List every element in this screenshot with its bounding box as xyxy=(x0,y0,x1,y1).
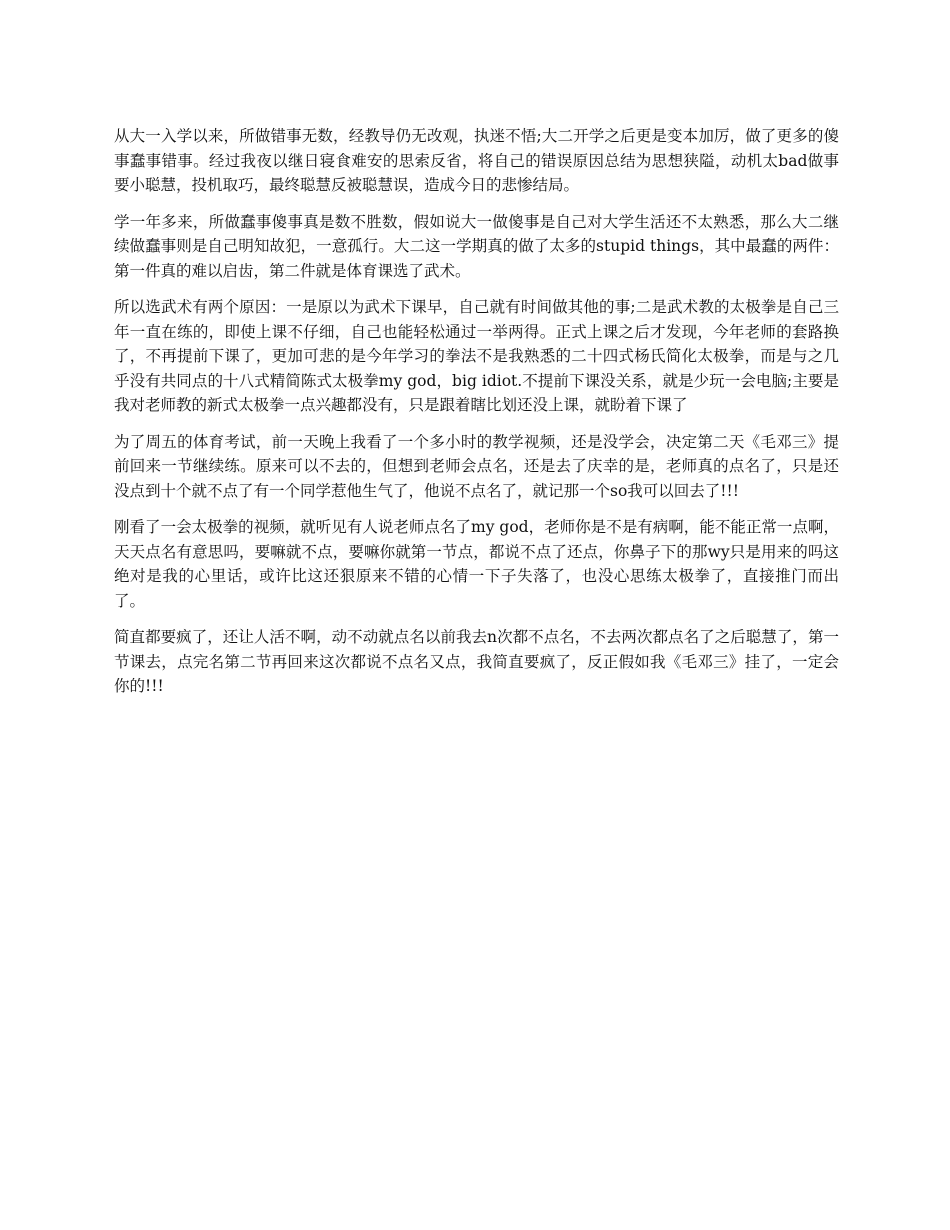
paragraph-6: 简直都要疯了，还让人活不啊，动不动就点名以前我去n次都不点名，不去两次都点名了之后聪慧了，第一节课去，点完名第二节再回来这次都说不点名又点，我简直要疯了，反正假如我《毛邓三》挂了，一定会你的!!! xyxy=(114,628,839,695)
paragraph-2: 学一年多来，所做蠢事傻事真是数不胜数，假如说大一做傻事是自己对大学生活还不太熟悉，那么大二继续做蠢事则是自己明知故犯，一意孤行。大二这一学期真的做了太多的stupid things，其中最蠢的两件：第一件真的难以启齿，第二件就是体育课选了武术。 xyxy=(114,212,839,280)
paragraph-3: 所以选武术有两个原因：一是原以为武术下课早，自己就有时间做其他的事;二是武术教的太极拳是自己三年一直在练的，即使上课不仔细，自己也能轻松通过一举两得。正式上课之后才发现，今年老师的套路换了，不再提前下课了，更加可悲的是今年学习的拳法不是我熟悉的二十四式杨氏简化太极拳，而是与之几乎没有共同点的十八式精简陈式太极拳my god，big idiot.不提前下课没关系，就是少玩一会电脑;主要是我对老师教的新式太极拳一点兴趣都没有，只是跟着瞎比划还没上课，就盼着下课了 xyxy=(114,298,839,414)
paragraph-5: 刚看了一会太极拳的视频，就听见有人说老师点名了my god，老师你是不是有病啊，能不能正常一点啊，天天点名有意思吗，要嘛就不点，要嘛你就第一节点，都说不点了还点，你鼻子下的那wy只是用来的吗这绝对是我的心里话，或许比这还狠原来不错的心情一下子失落了，也没心思练太极拳了，直接推门而出了。 xyxy=(114,518,839,610)
paragraph-4: 为了周五的体育考试，前一天晚上我看了一个多小时的教学视频，还是没学会，决定第二天《毛邓三》提前回来一节继续练。原来可以不去的，但想到老师会点名，还是去了庆幸的是，老师真的点名了，只是还没点到十个就不点了有一个同学惹他生气了，他说不点名了，就记那一个so我可以回去了!!! xyxy=(114,432,839,500)
paragraph-1: 从大一入学以来，所做错事无数，经教导仍无改观，执迷不悟;大二开学之后更是变本加厉，做了更多的傻事蠢事错事。经过我夜以继日寝食难安的思索反省，将自己的错误原因总结为思想狭隘，动机太bad做事要小聪慧，投机取巧，最终聪慧反被聪慧误，造成今日的悲惨结局。 xyxy=(114,127,839,194)
document-body xyxy=(114,124,839,711)
